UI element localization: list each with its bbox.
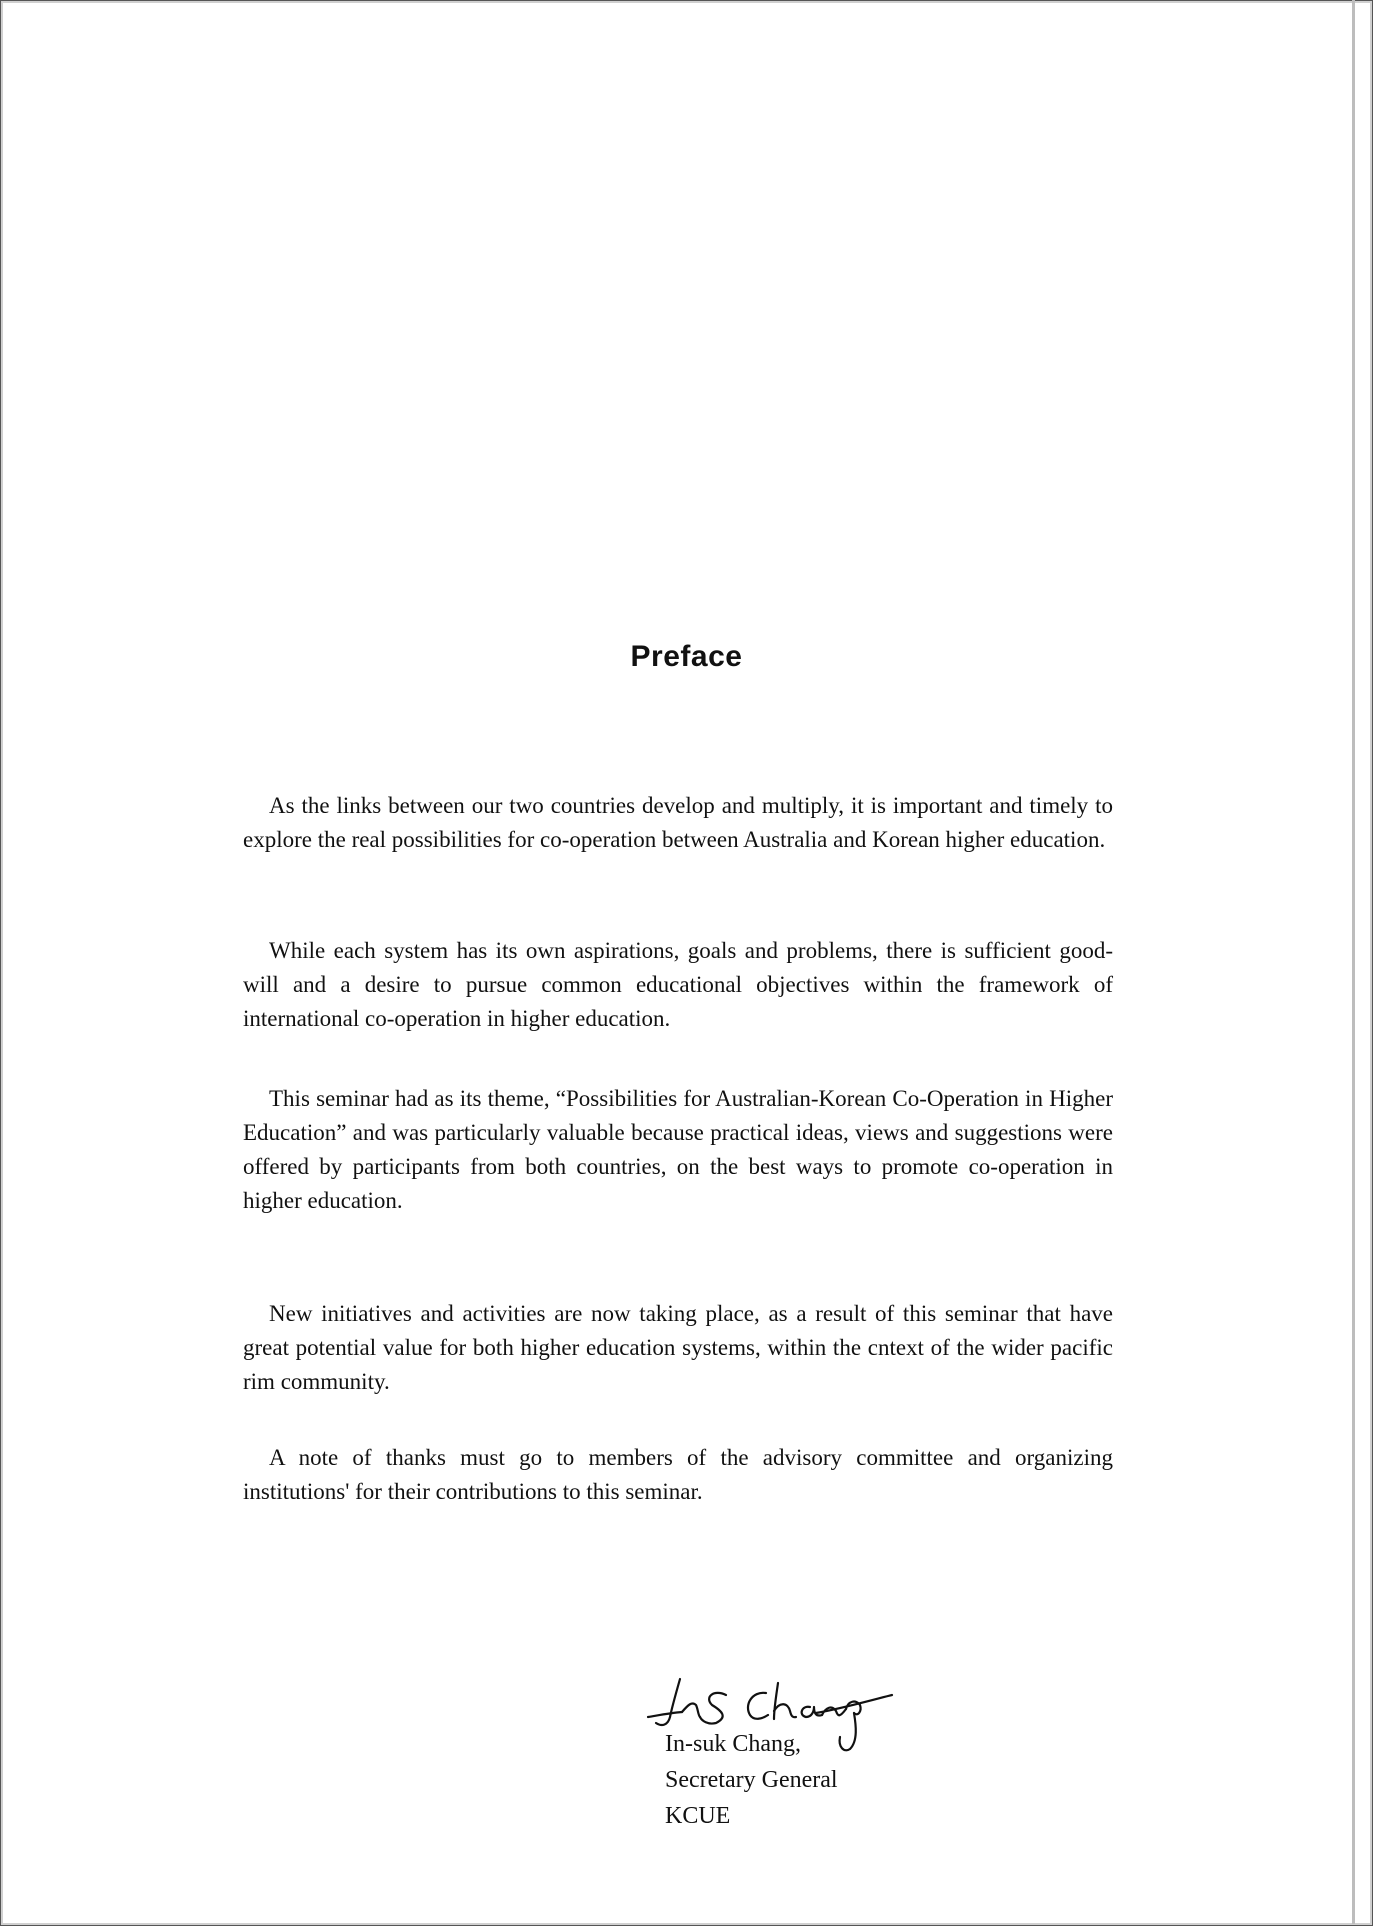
page-title: Preface (630, 640, 743, 673)
signatory-block (665, 1726, 838, 1834)
paragraph-5 (243, 1441, 1113, 1509)
paragraph-3-text: This seminar had as its theme, “Possibilities for Australian-Korean Co-Operation in Higher Education” and was particularly valuable because practical ideas, views and suggestions were offered by participants from both countries, on the best ways to promote co-operation in higher education. (243, 1086, 1113, 1213)
signatory-organization: KCUE (665, 1803, 731, 1829)
paragraph-5-text: A note of thanks must go to members of the advisory committee and organizing institutions' for their contributions to this seminar. (243, 1445, 1113, 1504)
signatory-position: Secretary General (665, 1767, 838, 1793)
paragraph-2 (243, 934, 1113, 1036)
paragraph-3 (243, 1082, 1113, 1218)
paragraph-1 (243, 789, 1113, 857)
paragraph-4-text: New initiatives and activities are now taking place, as a result of this seminar that have great potential value for both higher education systems, within the cntext of the wider pacific rim community. (243, 1301, 1113, 1394)
paragraph-4 (243, 1297, 1113, 1399)
paragraph-1-text: As the links between our two countries develop and multiply, it is important and timely to explore the real possibilities for co-operation between Australia and Korean higher education. (243, 793, 1113, 852)
page-edge (1352, 0, 1355, 1924)
paragraph-2-text: While each system has its own aspirations, goals and problems, there is sufficient good-will and a desire to pursue common educational objectives within the framework of international co-operation in higher education. (243, 938, 1113, 1031)
signatory-name: In-suk Chang, (665, 1731, 801, 1757)
